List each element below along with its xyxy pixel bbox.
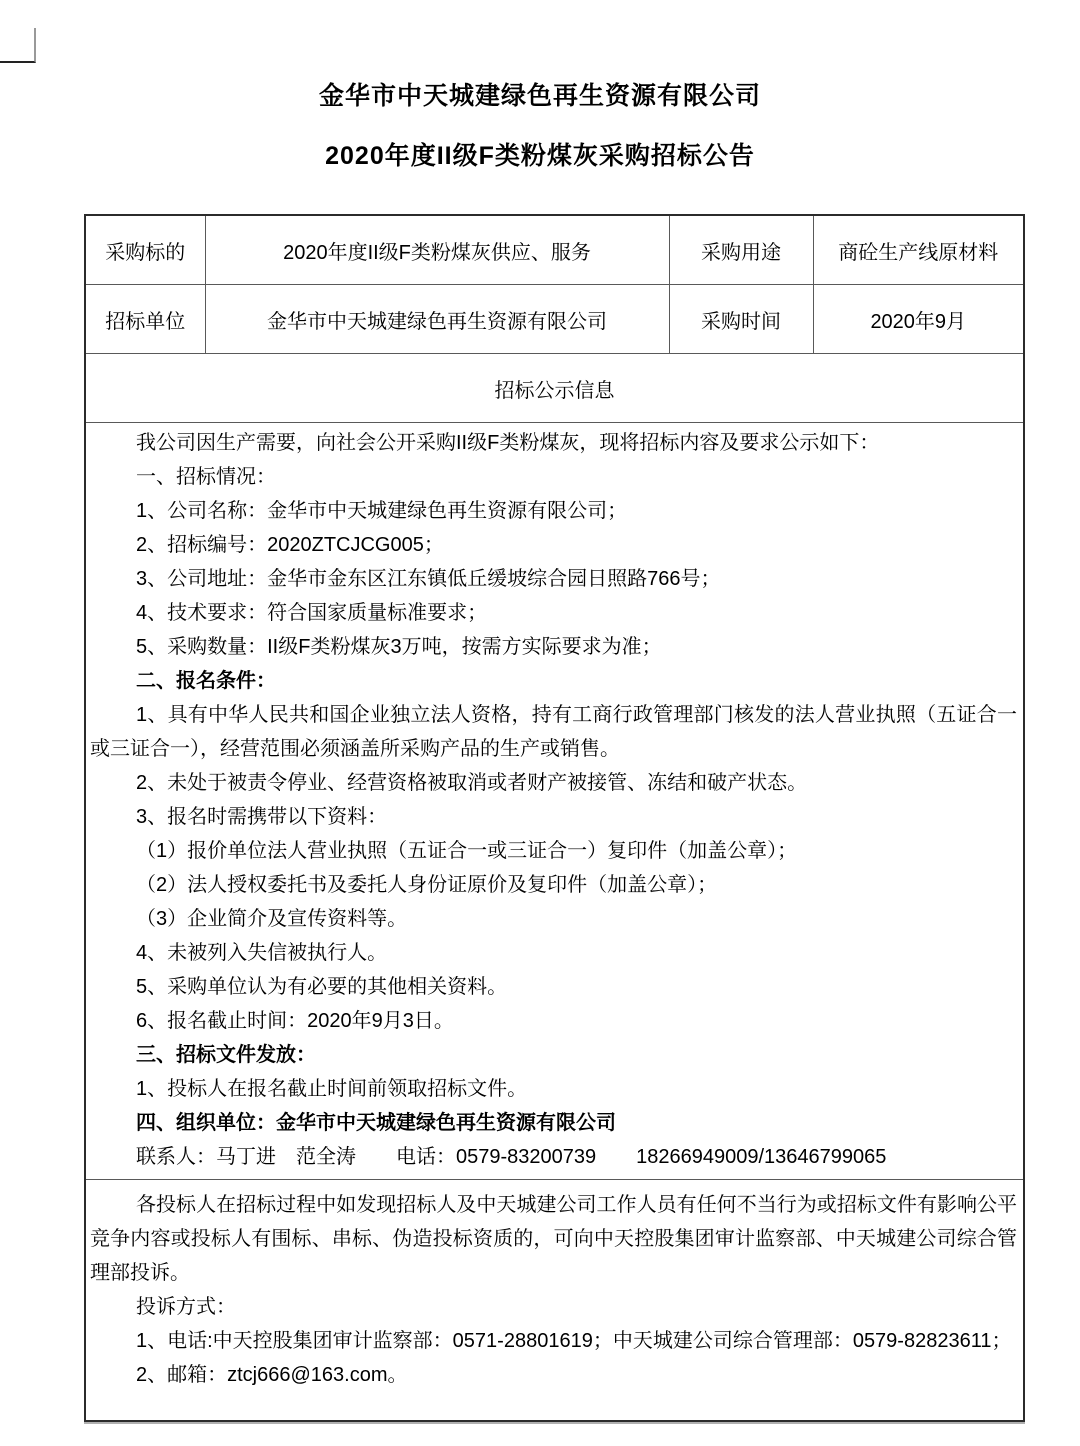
procurement-purpose-label: 采购用途 — [669, 215, 813, 285]
complaint-paragraph: 投诉方式： — [136, 1296, 236, 1318]
body-paragraph: 4、技术要求：符合国家质量标准要求； — [136, 602, 488, 624]
procurement-time-label: 采购时间 — [669, 285, 813, 354]
table-row-body — [85, 423, 1024, 1180]
body-paragraph: （1）报价单位法人营业执照（五证合一或三证合一）复印件（加盖公章）； — [136, 840, 798, 862]
announcement-body — [85, 423, 1024, 1180]
table-row-section-header — [85, 354, 1024, 423]
tender-unit-label: 招标单位 — [85, 285, 205, 354]
procurement-purpose-value: 商砼生产线原材料 — [813, 215, 1024, 285]
table-row-tender-unit — [85, 285, 1024, 354]
corner-crop-mark — [0, 28, 36, 63]
procurement-subject-value: 2020年度II级F类粉煤灰供应、服务 — [205, 215, 669, 285]
tender-info-table — [84, 214, 1025, 1422]
body-paragraph: （2）法人授权委托书及委托人身份证原价及复印件（加盖公章）； — [136, 874, 718, 896]
complaint-section — [85, 1180, 1024, 1422]
body-paragraph: 2、招标编号：2020ZTCJCG005； — [136, 534, 444, 556]
body-paragraph: 三、招标文件发放： — [136, 1044, 316, 1066]
body-paragraph: 四、组织单位：金华市中天城建绿色再生资源有限公司 — [136, 1112, 616, 1134]
body-paragraph: 3、公司地址：金华市金东区江东镇低丘缓坡综合园日照路766号； — [136, 568, 721, 590]
complaint-paragraph: 2、邮箱：ztcj666@163.com。 — [136, 1364, 408, 1386]
body-paragraph: 5、采购单位认为有必要的其他相关资料。 — [136, 976, 508, 998]
body-paragraph: 5、采购数量：II级F类粉煤灰3万吨，按需方实际要求为准； — [136, 636, 662, 658]
body-paragraph: 1、公司名称：金华市中天城建绿色再生资源有限公司； — [136, 500, 628, 522]
section-header-public-info: 招标公示信息 — [85, 354, 1024, 423]
tender-unit-value: 金华市中天城建绿色再生资源有限公司 — [205, 285, 669, 354]
body-paragraph: 联系人：马丁进 范全涛 电话：0579-83200739 18266949009/13646799065 — [136, 1146, 887, 1168]
doc-title-announcement: 2020年度II级F类粉煤灰采购招标公告 — [325, 142, 755, 170]
body-paragraph: 2、未处于被责令停业、经营资格被取消或者财产被接管、冻结和破产状态。 — [136, 772, 808, 794]
complaint-paragraph: 1、电话:中天控股集团审计监察部：0571-28801619；中天城建公司综合管理部：0579-82823611； — [136, 1330, 1012, 1352]
table-row-complaint — [85, 1180, 1024, 1422]
body-paragraph: 3、报名时需携带以下资料： — [136, 806, 388, 828]
body-paragraph: 一、招标情况： — [136, 466, 276, 488]
body-paragraph: 1、具有中华人民共和国企业独立法人资格，持有工商行政管理部门核发的法人营业执照（五证合一或三证合一），经营范围必须涵盖所采购产品的生产或销售。 — [90, 704, 1017, 760]
complaint-paragraph: 各投标人在招标过程中如发现招标人及中天城建公司工作人员有任何不当行为或招标文件有影响公平竞争内容或投标人有围标、串标、伪造投标资质的，可向中天控股集团审计监察部、中天城建公司综合管理部投诉。 — [90, 1194, 1017, 1284]
body-paragraph: 4、未被列入失信被执行人。 — [136, 942, 388, 964]
body-paragraph: 1、投标人在报名截止时间前领取招标文件。 — [136, 1078, 528, 1100]
doc-title-company: 金华市中天城建绿色再生资源有限公司 — [318, 82, 761, 110]
body-paragraph: （3）企业简介及宣传资料等。 — [136, 908, 408, 930]
body-paragraph: 二、报名条件： — [136, 670, 276, 692]
body-paragraph: 我公司因生产需要，向社会公开采购II级F类粉煤灰，现将招标内容及要求公示如下： — [136, 432, 880, 454]
body-paragraph: 6、报名截止时间：2020年9月3日。 — [136, 1010, 454, 1032]
procurement-time-value: 2020年9月 — [813, 285, 1024, 354]
table-row-procurement — [85, 215, 1024, 285]
procurement-subject-label: 采购标的 — [85, 215, 205, 285]
